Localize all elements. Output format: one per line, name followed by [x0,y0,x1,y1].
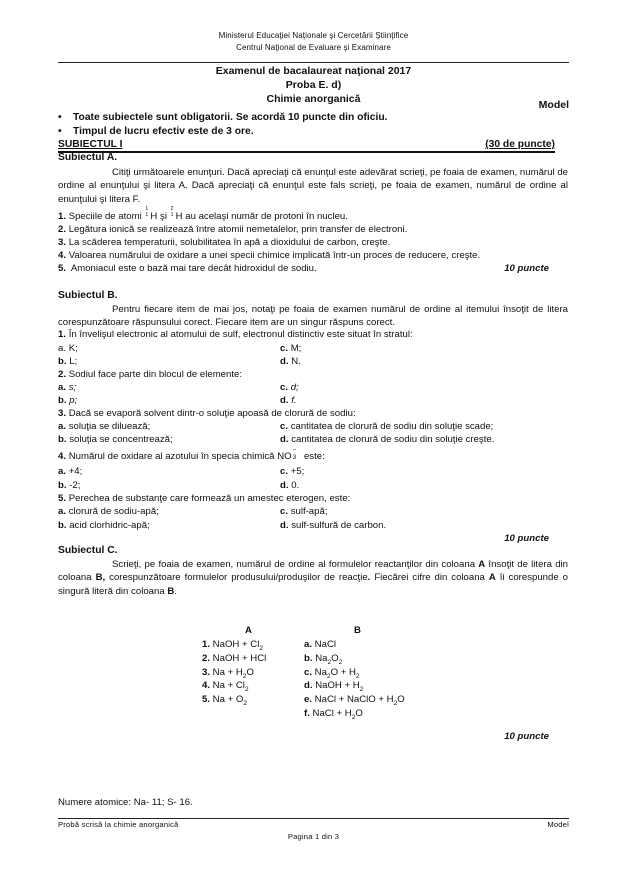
option-b [58,395,77,406]
option-d [280,434,494,445]
text: îi corespunde o singură literă din coloana [58,572,568,597]
instruction-1 [58,112,388,123]
option-b [58,434,173,445]
item-text: Valoarea numărului de oxidare a unei specii chimice implicată într-un proces de reducere, creşte. [68,250,481,261]
products-formula: NaCl + $H_2O$ [309,707,363,721]
option-letter: b. [58,480,67,491]
option-letter: c. [280,382,289,393]
subject-b-instructions [58,303,568,330]
text: B, [95,572,106,584]
option-a [58,382,76,393]
option-text: clorură de sodiu-apă; [68,506,159,517]
option-text: 0. [291,480,300,491]
option-d [280,395,297,406]
item-number: 1. [58,211,67,222]
column-b-list [304,639,405,722]
column-b-item [304,639,405,653]
option-b [58,480,80,491]
element-symbol: H [175,211,183,222]
column-a-item [202,667,266,681]
item-number: 3. [202,666,211,678]
column-b-item [304,680,405,694]
option-text: d; [290,382,299,393]
column-b-item [304,708,405,722]
column-b-item [304,667,405,681]
subject-a-item-3 [58,237,390,248]
chemical-species: NO [277,451,292,462]
item-number: 2. [58,224,67,235]
text: însoţit de litera din coloana [58,559,568,584]
option-letter: c. [280,421,289,432]
option-text: s; [68,382,77,393]
option-c [280,382,299,393]
option-letter: d. [280,480,289,491]
model-label: Model [538,99,569,111]
option-d [280,520,386,531]
column-a-item [202,680,266,694]
text: B [167,585,175,597]
item-number: 2. [202,652,211,664]
option-letter: c. [280,466,289,477]
option-letter: c. [280,343,289,354]
option-text: K; [68,343,78,354]
option-d [280,356,301,367]
section-header [58,139,555,150]
subject-b-title: Subiectul B. [58,290,118,301]
ministry-name: Ministerul Educaţiei Naţionale şi Cercetării Ştiinţifice [218,31,409,40]
item-text: Amoniacul este o bază mai tare decât hidroxidul de sodiu. [70,263,317,274]
exam-page [58,0,569,877]
section-rule [58,151,555,153]
bullet-icon: • [58,126,62,137]
subject-b-item-1 [58,329,413,340]
option-c [280,466,304,477]
item-number: 5. [58,493,67,504]
item-number: 1. [202,639,211,650]
option-text: L; [69,356,78,367]
exam-subject: Chimie anorganică [266,93,361,105]
column-a-header: A [245,625,252,636]
option-text: -2; [69,480,81,491]
subject-c-title: Subiectul C. [58,545,118,556]
subject-a-item-5 [58,263,317,274]
option-letter: a. [58,343,67,354]
option-letter: d. [280,520,289,531]
column-b-item [304,694,405,708]
option-letter: a. [58,382,67,393]
subject-a-item-2 [58,224,407,235]
item-question-end: este: [303,451,325,462]
subject-b-item-5 [58,493,350,504]
column-a-item [202,694,266,708]
text: A [488,572,496,584]
text: Scrieţi, pe foaia de examen, numărul de ordine al formulelor reactanţilor din coloana [112,559,479,570]
option-b [58,520,150,531]
text: Fiecărei cifre din coloana [370,572,489,584]
atomic-numbers-note: Numere atomice: Na- 11; S- 16. [58,797,193,808]
atomic-number: 1 [170,212,174,218]
text: . [367,572,371,584]
option-letter: b. [58,395,67,406]
instruction-text: Timpul de lucru efectiv este de 3 ore. [73,126,254,137]
text: corespunzătoare formulelor produsului/produşilor de reacţie [105,572,368,584]
option-letter: a. [58,466,67,477]
item-letter: d. [304,680,313,692]
item-letter: b. [304,652,313,664]
item-number: 4. [58,451,67,462]
item-letter: c. [304,666,313,678]
charge: − [292,447,297,454]
option-d [280,480,299,491]
header-rule [58,62,569,63]
option-letter: b. [58,356,67,367]
option-c [280,506,327,517]
subject-a-title: Subiectul A. [58,152,118,163]
subject-b-points: 10 puncte [504,533,549,544]
column-a-item [202,653,266,667]
option-letter: a. [58,506,67,517]
item-question: În învelişul electronic al atomului de sulf, electronul distinctiv este situat în stratul: [68,329,413,340]
option-letter: d. [280,356,289,367]
item-question: Sodiul face parte din blocul de elemente: [68,369,243,380]
option-a [58,466,82,477]
instruction-text: Toate subiectele sunt obligatorii. Se acordă 10 puncte din oficiu. [73,112,388,123]
element-symbol: H [150,211,158,222]
option-text: soluţia se diluează; [68,421,151,432]
option-letter: b. [58,520,67,531]
option-c [280,421,493,432]
subject-a-instructions [58,166,568,206]
item-text: Speciile de atomi [68,211,142,222]
subject-a-item-4 [58,250,480,261]
item-text: şi [160,211,167,222]
reactants-formula: $Na + O_2$ [210,694,247,708]
reactants-formula: NaOH + HCl [210,652,267,664]
item-text: au acelaşi număr de protoni în nucleu. [185,211,348,222]
option-text: +5; [290,466,305,477]
item-text: Legătura ionică se realizează între atomii nemetalelor, prin transfer de electroni. [68,224,408,235]
page-number: Pagina 1 din 3 [287,832,340,841]
atomic-number: 1 [145,212,149,218]
products-formula: NaCl [312,639,337,650]
subject-b-item-2 [58,369,242,380]
subject-b-item-4 [58,449,325,462]
footer-right: Model [547,820,569,829]
item-number: 4. [58,250,67,261]
option-text: p; [69,395,78,406]
item-number: 1. [58,329,67,340]
option-letter: c. [280,506,289,517]
section-points: (30 de puncte) [485,139,555,150]
column-b-header: B [354,625,361,636]
item-number: 2. [58,369,67,380]
option-text: f. [291,395,297,406]
instructions-text: Pentru fiecare item de mai jos, notaţi pe foaia de examen numărul de ordine al itemului însoţit de litera corespunzătoare răspunsului corect. Fiecare item are un singur răspuns corect. [58,304,568,329]
option-text: M; [290,343,302,354]
option-letter: a. [58,421,67,432]
products-formula: NaCl + NaClO + $H_2O$ [312,694,405,708]
option-text: acid clorhidric-apă; [69,520,150,531]
option-text: N. [291,356,301,367]
option-a [58,421,150,432]
subject-a-item-1 [58,206,348,222]
mass-number: 2 [170,206,174,212]
instructions-text: Citiţi următoarele enunţuri. Dacă apreciaţi că enunţul este adevărat scrieţi, pe foaia de examen, numărul de ordine al enunţului şi litera A. Dacă apreciaţi că enunţul este fals scrieţi, pe foaia de examen, numărul de ordine al enunţului şi litera F. [58,167,568,205]
item-text: La scăderea temperaturii, solubilitatea în apă a dioxidului de carbon, creşte. [68,237,391,248]
products-formula: $Na_2O_2$ [312,652,343,666]
products-formula: $Na_2O + H_2$ [312,666,360,680]
subject-b-item-3 [58,408,356,419]
option-c [280,343,301,354]
option-letter: d. [280,434,289,445]
option-a [58,343,78,354]
exam-title: Examenul de bacalaureat naţional 2017 [215,65,412,77]
item-number: 5. [58,263,67,274]
option-a [58,506,159,517]
ion-charge [292,449,299,459]
option-text: +4; [68,466,83,477]
option-letter: d. [280,395,289,406]
item-question: Dacă se evaporă solvent dintr-o soluţie apoasă de clorură de sodiu: [68,408,356,419]
option-text: cantitatea de clorură de sodiu din soluţie creşte. [291,434,495,445]
item-number: 3. [58,237,67,248]
isotope-notation [170,206,176,219]
reactants-formula: $Na + H_2O$ [210,666,254,680]
column-a-list [202,639,266,708]
exam-proba: Proba E. d) [285,79,342,91]
item-question: Perechea de substanţe care formează un amestec eterogen, este: [68,493,351,504]
option-text: sulf-sulfură de carbon. [291,520,387,531]
footer-rule [58,818,569,819]
text: A [478,559,486,570]
subscript: 3 [292,454,297,461]
mass-number: 1 [145,206,149,212]
isotope-notation [144,206,150,219]
subject-c-instructions [58,558,568,598]
bullet-icon: • [58,112,62,123]
instruction-2 [58,126,254,137]
option-text: sulf-apă; [290,506,328,517]
center-name: Centrul Naţional de Evaluare şi Examinare [236,43,391,52]
item-letter: a. [304,639,313,650]
item-number: 3. [58,408,67,419]
item-letter: e. [304,694,313,706]
subject-a-points: 10 puncte [504,263,549,274]
option-text: soluţia se concentrează; [69,434,173,445]
reactants-formula: $Na + Cl_2$ [210,680,249,694]
item-number: 4. [202,680,211,692]
footer-left: Probă scrisă la chimie anorganică [58,820,179,829]
option-b [58,356,77,367]
section-name: SUBIECTUL I [58,139,123,150]
text: . [174,585,177,597]
column-a-item [202,639,266,653]
option-letter: b. [58,434,67,445]
reactants-formula: NaOH + $Cl_2$ [210,639,263,652]
item-question: Numărul de oxidare al azotului în specia chimică [68,451,275,462]
column-b-item [304,653,405,667]
subject-c-points: 10 puncte [504,731,549,742]
option-text: cantitatea de clorură de sodiu din soluţie scade; [290,421,494,432]
item-letter: f. [304,707,310,719]
item-number: 5. [202,694,211,706]
products-formula: NaOH + $H_2$ [312,680,364,694]
